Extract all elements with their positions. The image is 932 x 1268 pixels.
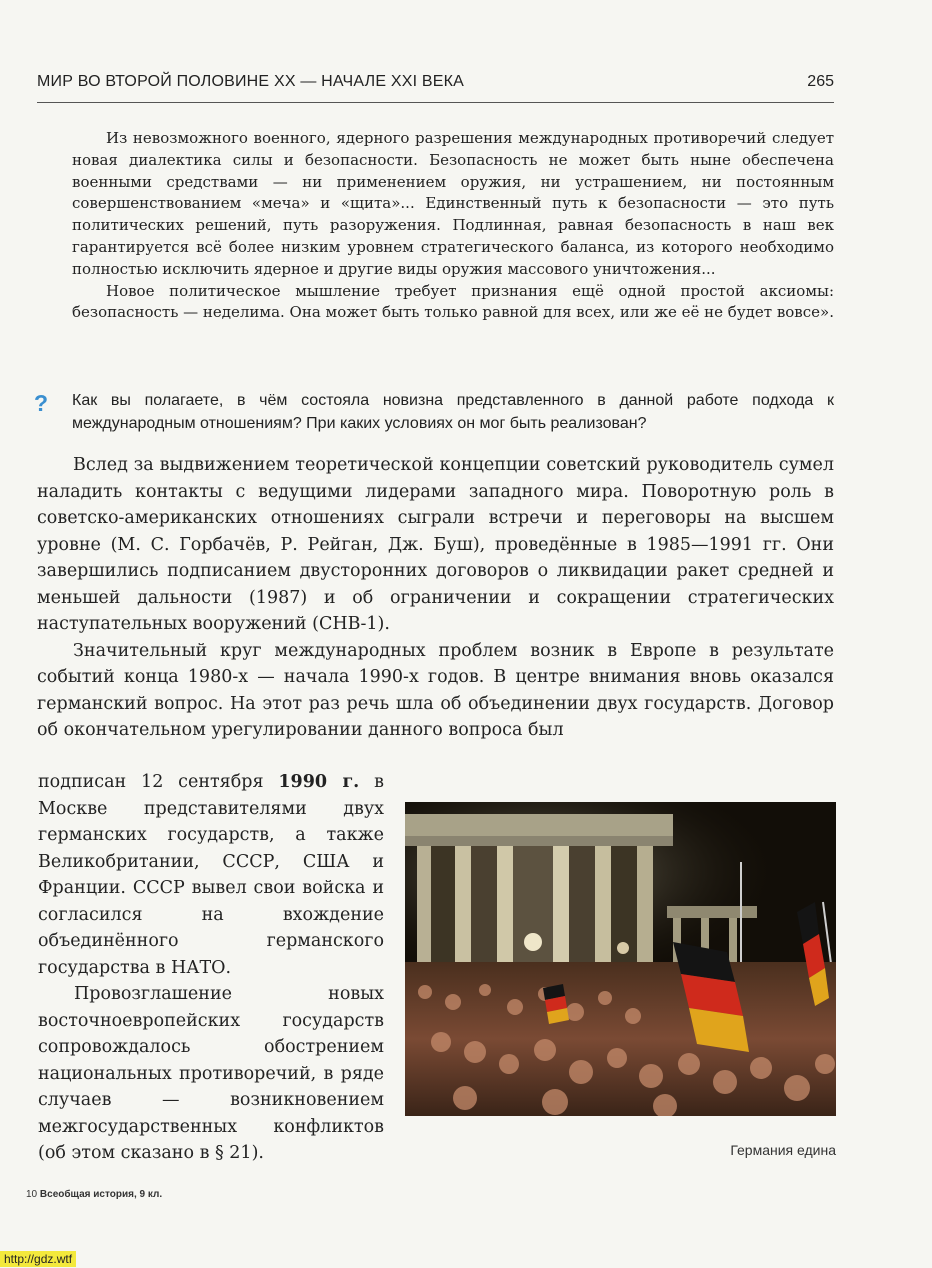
text-run: в Москве представителями двух германских государств, а также Великобритании, СССР, США и Франции. СССР вывел свои войска и согласился на вхождение объединённого германского государства в НАТО. xyxy=(38,772,384,978)
body-paragraph: Значительный круг международных проблем возник в Европе в результате событий конца 1980-х — начала 1990-х годов. В центре внимания вновь оказался германский вопрос. На этот раз речь шла об объединении двух государств. Договор об окончательном урегулировании данного вопроса был xyxy=(37,640,834,740)
page-footer xyxy=(26,1189,162,1200)
question-text: Как вы полагаете, в чём состояла новизна представленного в данной работе подхода к международным отношениям? При каких условиях он мог быть реализован? xyxy=(72,392,834,432)
side-column-text xyxy=(38,769,384,1167)
body-paragraph-continued xyxy=(38,769,384,981)
main-text xyxy=(37,452,834,744)
quote-paragraph: Новое политическое мышление требует признания ещё одной простой аксиомы: безопасность — неделима. Она может быть только равной для всех, или же её не будет вовсе». xyxy=(72,281,834,322)
running-header-title: МИР ВО ВТОРОЙ ПОЛОВИНЕ XX — НАЧАЛЕ XXI ВЕКА xyxy=(37,73,465,90)
photo-caption: Германия едина xyxy=(730,1142,836,1158)
body-paragraph: Вслед за выдвижением теоретической концепции советский руководитель сумел наладить контакты с ведущими лидерами западного мира. Поворотную роль в советско-американских отношениях сыграли встречи и переговоры на высшем уровне (М. С. Горбачёв, Р. Рейган, Дж. Буш), проведённые в 1985—1991 гг. Они завершились подписанием двусторонних договоров о ликвидации ракет средней и меньшей дальности (1987) и об ограничении и сокращении стратегических наступательных вооружений (СНВ-1). xyxy=(37,455,834,634)
question-mark-icon: ? xyxy=(34,390,49,416)
page-number: 265 xyxy=(807,73,834,90)
document-quote xyxy=(72,128,834,324)
watermark-link[interactable]: http://gdz.wtf xyxy=(0,1251,76,1267)
bold-year: 1990 г. xyxy=(278,772,360,792)
body-paragraph: Провозглашение новых восточноевропейских государств сопровождалось обострением национальных противоречий, в ряде случаев — возникновением межгосударственных конфликтов (об этом сказано в § 21). xyxy=(38,984,384,1163)
footer-number: 10 xyxy=(26,1189,38,1200)
text-run: подписан 12 сентября xyxy=(38,772,279,792)
footer-book-title: Всеобщая история, 9 кл. xyxy=(39,1189,163,1200)
quote-paragraph: Из невозможного военного, ядерного разрешения международных противоречий следует новая диалектика силы и безопасности. Безопасность не может быть ныне обеспечена военными средствами — ни применением оружия, ни устрашением, ни постоянным совершенствованием «меча» и «щита»... Единственный путь к безопасности — это путь политических решений, путь разоружения. Подлинная, равная безопасность в наш век гарантируется всё более низким уровнем стратегического баланса, из которого необходимо полностью исключить ядерное и другие виды оружия массового уничтожения... xyxy=(72,129,834,278)
header-divider xyxy=(37,102,834,103)
photo-brandenburg-gate xyxy=(405,802,836,1116)
